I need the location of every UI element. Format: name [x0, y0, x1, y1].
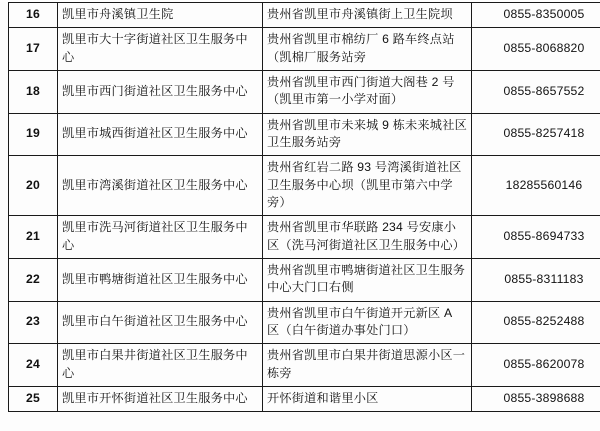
row-index — [9, 28, 58, 71]
row-index — [9, 70, 58, 113]
row-phone-text: 0855-8068820 — [476, 40, 600, 57]
row-address-text: 贵州省凯里市西门街道大阁巷 2 号（凯里市第一小学对面） — [267, 74, 467, 109]
row-name — [58, 28, 263, 71]
row-name — [58, 344, 263, 387]
row-name-text: 凯里市大十字街道社区卫生服务中心 — [62, 31, 258, 66]
row-index — [9, 156, 58, 216]
row-phone — [472, 258, 600, 301]
row-index-text: 20 — [13, 177, 53, 194]
row-name — [58, 3, 263, 28]
row-index — [9, 301, 58, 344]
row-name-text: 凯里市城西街道社区卫生服务中心 — [62, 125, 258, 142]
table-row — [9, 301, 600, 344]
row-name — [58, 156, 263, 216]
row-address — [263, 28, 472, 71]
row-index — [9, 3, 58, 28]
row-address — [263, 113, 472, 156]
row-name — [58, 386, 263, 411]
row-phone-text: 0855-8311183 — [476, 271, 600, 288]
row-address-text: 开怀街道和谐里小区 — [267, 390, 467, 407]
row-phone-text: 18285560146 — [476, 177, 600, 194]
table-row — [9, 3, 600, 28]
row-index-text: 23 — [13, 313, 53, 330]
table-row — [9, 156, 600, 216]
row-address — [263, 3, 472, 28]
row-name-text: 凯里市开怀街道社区卫生服务中心 — [62, 390, 258, 407]
row-phone-text: 0855-8620078 — [476, 356, 600, 373]
row-address — [263, 216, 472, 259]
row-index — [9, 386, 58, 411]
row-phone-text: 0855-8694733 — [476, 228, 600, 245]
row-index — [9, 113, 58, 156]
row-name-text: 凯里市白午街道社区卫生服务中心 — [62, 313, 258, 330]
row-index — [9, 216, 58, 259]
row-phone — [472, 386, 600, 411]
row-phone-text: 0855-8257418 — [476, 125, 600, 142]
row-phone — [472, 113, 600, 156]
row-phone-text: 0855-3898688 — [476, 390, 600, 407]
row-name — [58, 301, 263, 344]
row-index-text: 22 — [13, 271, 53, 288]
row-name — [58, 113, 263, 156]
row-address-text: 贵州省凯里市白果井街道思源小区一栋旁 — [267, 347, 467, 382]
row-address — [263, 156, 472, 216]
row-phone — [472, 156, 600, 216]
row-name-text: 凯里市舟溪镇卫生院 — [62, 6, 258, 23]
row-index-text: 16 — [13, 6, 53, 23]
row-phone-text: 0855-8657552 — [476, 83, 600, 100]
row-address — [263, 70, 472, 113]
table-body — [9, 3, 600, 412]
table-row — [9, 258, 600, 301]
table-row — [9, 28, 600, 71]
row-name — [58, 258, 263, 301]
row-index-text: 25 — [13, 390, 53, 407]
contact-table — [8, 2, 600, 412]
row-name-text: 凯里市西门街道社区卫生服务中心 — [62, 83, 258, 100]
table-row — [9, 386, 600, 411]
row-index — [9, 344, 58, 387]
row-address-text: 贵州省凯里市白午街道开元新区 A 区（白午街道办事处门口） — [267, 305, 467, 340]
row-address-text: 贵州省凯里市舟溪镇街上卫生院坝 — [267, 6, 467, 23]
row-index-text: 18 — [13, 83, 53, 100]
row-phone — [472, 3, 600, 28]
row-address-text: 贵州省凯里市鸭塘街道社区卫生服务中心大门口右侧 — [267, 262, 467, 297]
table-row — [9, 113, 600, 156]
row-name-text: 凯里市洗马河街道社区卫生服务中心 — [62, 219, 258, 254]
row-phone — [472, 301, 600, 344]
row-phone — [472, 28, 600, 71]
table-row — [9, 70, 600, 113]
row-phone — [472, 344, 600, 387]
row-address-text: 贵州省凯里市未来城 9 栋未来城社区卫生服务站旁 — [267, 117, 467, 152]
row-index-text: 24 — [13, 356, 53, 373]
row-address-text: 贵州省红岩二路 93 号湾溪街道社区卫生服务中心坝（凯里市第六中学旁） — [267, 159, 467, 211]
row-address — [263, 258, 472, 301]
row-address — [263, 301, 472, 344]
row-address — [263, 386, 472, 411]
table-row — [9, 344, 600, 387]
row-index-text: 19 — [13, 125, 53, 142]
row-phone-text: 0855-8350005 — [476, 6, 600, 23]
row-address-text: 贵州省凯里市华联路 234 号安康小区（洗马河街道社区卫生服务中心） — [267, 219, 467, 254]
document-page — [0, 2, 600, 431]
row-index — [9, 258, 58, 301]
row-name-text: 凯里市鸭塘街道社区卫生服务中心 — [62, 271, 258, 288]
row-phone-text: 0855-8252488 — [476, 313, 600, 330]
row-index-text: 21 — [13, 228, 53, 245]
row-index-text: 17 — [13, 40, 53, 57]
row-name-text: 凯里市白果井街道社区卫生服务中心 — [62, 347, 258, 382]
row-name-text: 凯里市湾溪街道社区卫生服务中心 — [62, 177, 258, 194]
table-row — [9, 216, 600, 259]
row-name — [58, 70, 263, 113]
row-name — [58, 216, 263, 259]
row-phone — [472, 216, 600, 259]
row-phone — [472, 70, 600, 113]
row-address-text: 贵州省凯里市棉纺厂 6 路车终点站（凯棉厂服务站旁 — [267, 31, 467, 66]
row-address — [263, 344, 472, 387]
